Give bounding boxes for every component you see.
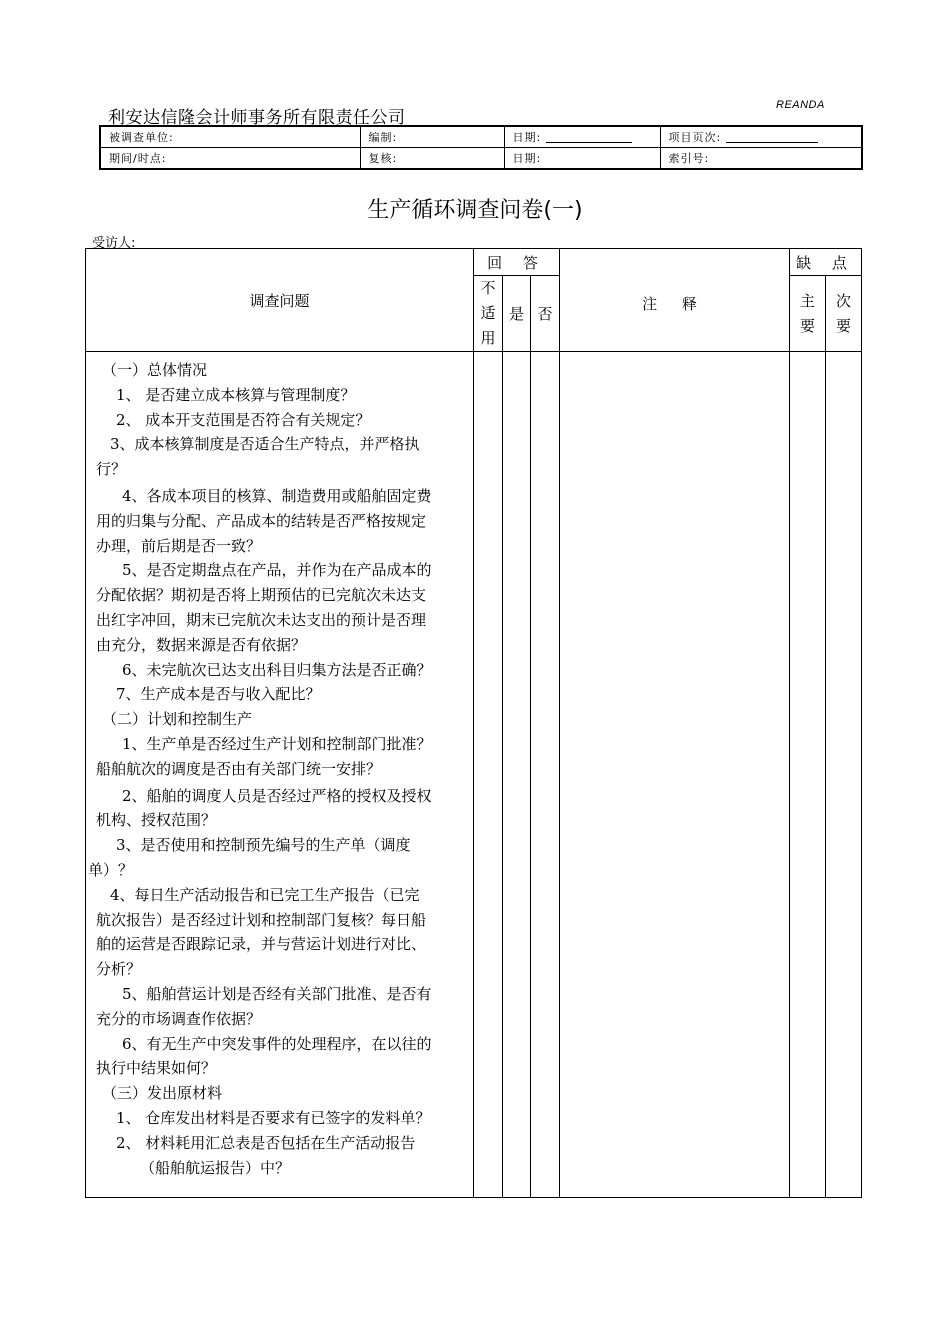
questions-cell	[86, 352, 474, 1198]
meta-page-cell	[660, 126, 862, 148]
question-1-2: 2、 成本开支范围是否符合有关规定？	[116, 410, 371, 429]
defect-minor-cell[interactable]	[826, 352, 862, 1198]
question-2-3-line-2: 单）？	[88, 860, 134, 879]
meta-date-cell	[504, 126, 660, 148]
question-1-4-line-1: 4、各成本项目的核算、制造费用或船舶固定费	[122, 486, 432, 505]
question-3-1: 1、 仓库发出材料是否要求有已签字的发料单？	[116, 1108, 431, 1127]
question-2-4-line-4: 分析？	[96, 960, 142, 979]
header-na-char-1: 不	[480, 279, 496, 297]
section-3-title: （三）发出原材料	[102, 1084, 223, 1103]
date-underline	[546, 130, 632, 143]
header-answer: 回 答	[474, 249, 560, 276]
defect-major-cell[interactable]	[790, 352, 826, 1198]
question-1-5-line-4: 由充分，数据来源是否有依据？	[96, 635, 307, 654]
question-2-5-line-1: 5、船舶营运计划是否经有关部门批准、是否有	[122, 984, 432, 1003]
section-1-title: （一）总体情况	[102, 361, 208, 379]
header-yes: 是	[503, 276, 531, 352]
section-2-title: （二）计划和控制生产	[102, 710, 253, 729]
question-1-5-line-1: 5、是否定期盘点在产品，并作为在产品成本的	[122, 561, 432, 580]
question-1-6: 6、未完航次已达支出科目归集方法是否正确？	[122, 660, 432, 679]
question-2-4-line-2: 航次报告）是否经过计划和控制部门复核？每日船	[96, 910, 427, 929]
question-2-6-line-2: 执行中结果如何？	[96, 1059, 217, 1078]
question-2-2-line-2: 机构、授权范围？	[96, 811, 217, 830]
meta-period-label: 期间/时点:	[100, 148, 360, 170]
question-2-3-line-1: 3、是否使用和控制预先编号的生产单（调度	[116, 836, 411, 855]
page-title: 生产循环调查问卷(一)	[367, 198, 583, 223]
question-2-4-line-1: 4、每日生产活动报告和已完工生产报告（已完	[110, 885, 420, 904]
header-major-char-2: 要	[800, 316, 816, 335]
answer-yes-cell[interactable]	[503, 352, 531, 1198]
header-major	[790, 276, 826, 352]
page-underline	[726, 130, 818, 143]
header-major-char-1: 主	[800, 291, 816, 310]
question-3-2-line-2: （船舶航运报告）中？	[140, 1158, 291, 1177]
question-1-4-line-3: 办理，前后期是否一致？	[96, 536, 262, 555]
question-1-3-line-2: 行？	[96, 460, 127, 479]
meta-index-label: 索引号:	[660, 148, 862, 170]
answer-na-cell[interactable]	[474, 352, 503, 1198]
question-2-6-line-1: 6、有无生产中突发事件的处理程序，在以往的	[122, 1034, 432, 1053]
header-defect: 缺 点	[790, 249, 862, 276]
header-na	[474, 276, 503, 352]
respondent-label: 受访人:	[92, 236, 136, 251]
question-1-5-line-3: 出红字冲回，期末已完航次未达支出的预计是否理	[96, 610, 427, 629]
question-1-1: 1、 是否建立成本核算与管理制度？	[116, 385, 356, 404]
company-name: 利安达信隆会计师事务所有限责任公司	[108, 108, 406, 128]
meta-date-label: 日期:	[512, 131, 542, 144]
question-3-2-line-1: 2、 材料耗用汇总表是否包括在生产活动报告	[116, 1133, 416, 1152]
header-question: 调查问题	[86, 249, 474, 352]
question-1-5-line-2: 分配依据？期初是否将上期预估的已完航次未达支	[96, 586, 427, 605]
meta-preparer-label: 编制:	[360, 126, 504, 148]
header-na-char-2: 适	[480, 304, 496, 322]
questionnaire-table	[85, 248, 862, 1198]
answer-no-cell[interactable]	[531, 352, 560, 1198]
question-2-1-line-1: 1、生产单是否经过生产计划和控制部门批准？	[122, 734, 432, 753]
meta-reviewer-label: 复核:	[360, 148, 504, 170]
note-cell[interactable]	[560, 352, 790, 1198]
header-no: 否	[531, 276, 560, 352]
header-minor-char-1: 次	[836, 291, 852, 310]
question-2-1-line-2: 船舶航次的调度是否由有关部门统一安排？	[96, 759, 382, 778]
meta-entity-label: 被调查单位:	[100, 126, 360, 148]
question-1-3-line-1: 3、成本核算制度是否适合生产特点，并严格执	[110, 435, 420, 454]
question-2-4-line-3: 舶的运营是否跟踪记录，并与营运计划进行对比、	[96, 935, 427, 954]
header-note: 注 释	[560, 249, 790, 352]
brand-logo-text: REANDA	[776, 99, 825, 111]
meta-review-date-label: 日期:	[504, 148, 660, 170]
question-2-5-line-2: 充分的市场调查作依据？	[96, 1009, 262, 1028]
question-1-7: 7、生产成本是否与收入配比？	[116, 685, 321, 704]
header-minor-char-2: 要	[836, 316, 852, 335]
question-2-2-line-1: 2、船舶的调度人员是否经过严格的授权及授权	[122, 786, 432, 805]
question-1-4-line-2: 用的归集与分配、产品成本的结转是否严格按规定	[96, 511, 427, 530]
meta-page-label: 项目页次:	[668, 131, 722, 144]
header-na-char-3: 用	[480, 329, 496, 347]
header-minor	[826, 276, 862, 352]
meta-table	[99, 125, 863, 170]
